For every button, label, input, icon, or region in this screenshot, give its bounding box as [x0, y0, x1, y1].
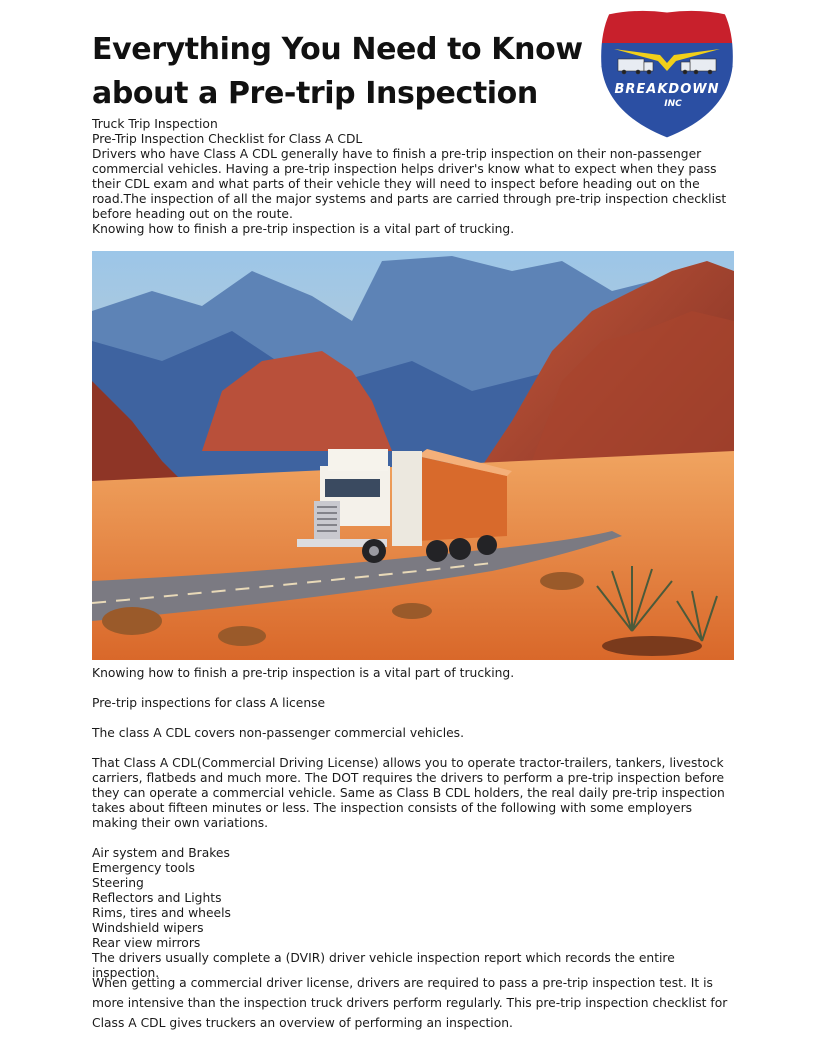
checklist-item: Air system and Brakes: [92, 846, 230, 860]
final-paragraph: When getting a commercial driver license, drivers are required to pass a pre-trip inspection test. It is more intensive than the inspection truck drivers perform regularly. This pre-trip inspection checklist for Class A CDL gives truckers an overview of performing an inspection.: [92, 976, 728, 1030]
intro-section: [92, 117, 734, 222]
class-a-sentence: The class A CDL covers non-passenger commercial vehicles.: [92, 726, 464, 740]
details-paragraph: That Class A CDL(Commercial Driving License) allows you to operate tractor-trailers, tankers, livestock carriers, flatbeds and much more. The DOT requires the drivers to perform a pre-trip inspection before they can operate a commercial vehicle. Same as Class B CDL holders, the real daily pre-trip inspection takes about fifteen minutes or less. The inspection consists of the following with some employers making their own variations.: [92, 756, 725, 830]
subheading-checklist: Pre-Trip Inspection Checklist for Class A CDL: [92, 132, 363, 146]
article-title: [92, 28, 583, 116]
subheading-truck-trip: Truck Trip Inspection: [92, 117, 218, 131]
section-heading: Pre-trip inspections for class A license: [92, 696, 326, 710]
dvir-sentence: The drivers usually complete a (DVIR) driver vehicle inspection report which records the entire inspection.: [92, 951, 675, 980]
logo-subtext: INC: [664, 99, 682, 109]
title-line-2: about a Pre-trip Inspection: [92, 76, 538, 111]
checklist-item: Rear view mirrors: [92, 936, 201, 950]
checklist-item: Reflectors and Lights: [92, 891, 222, 905]
truck-desert-image: [92, 251, 734, 660]
inspection-checklist: [92, 846, 734, 981]
image-caption: Knowing how to finish a pre-trip inspection is a vital part of trucking.: [92, 666, 515, 680]
vital-sentence: Knowing how to finish a pre-trip inspection is a vital part of trucking.: [92, 222, 515, 236]
logo-wordmark: BREAKDOWN: [614, 82, 720, 97]
checklist-item: Windshield wipers: [92, 921, 204, 935]
intro-paragraph: Drivers who have Class A CDL generally have to finish a pre-trip inspection on their non-passenger commercial vehicles. Having a pre-trip inspection helps driver's know what to expect when they pass their CDL exam and what parts of their vehicle they will need to inspect before heading out on the road.The inspection of all the major systems and parts are carried through pre-trip inspection checklist before heading out on the route.: [92, 147, 727, 221]
checklist-item: Steering: [92, 876, 144, 890]
title-line-1: Everything You Need to Know: [92, 32, 583, 67]
checklist-item: Rims, tires and wheels: [92, 906, 231, 920]
checklist-item: Emergency tools: [92, 861, 195, 875]
